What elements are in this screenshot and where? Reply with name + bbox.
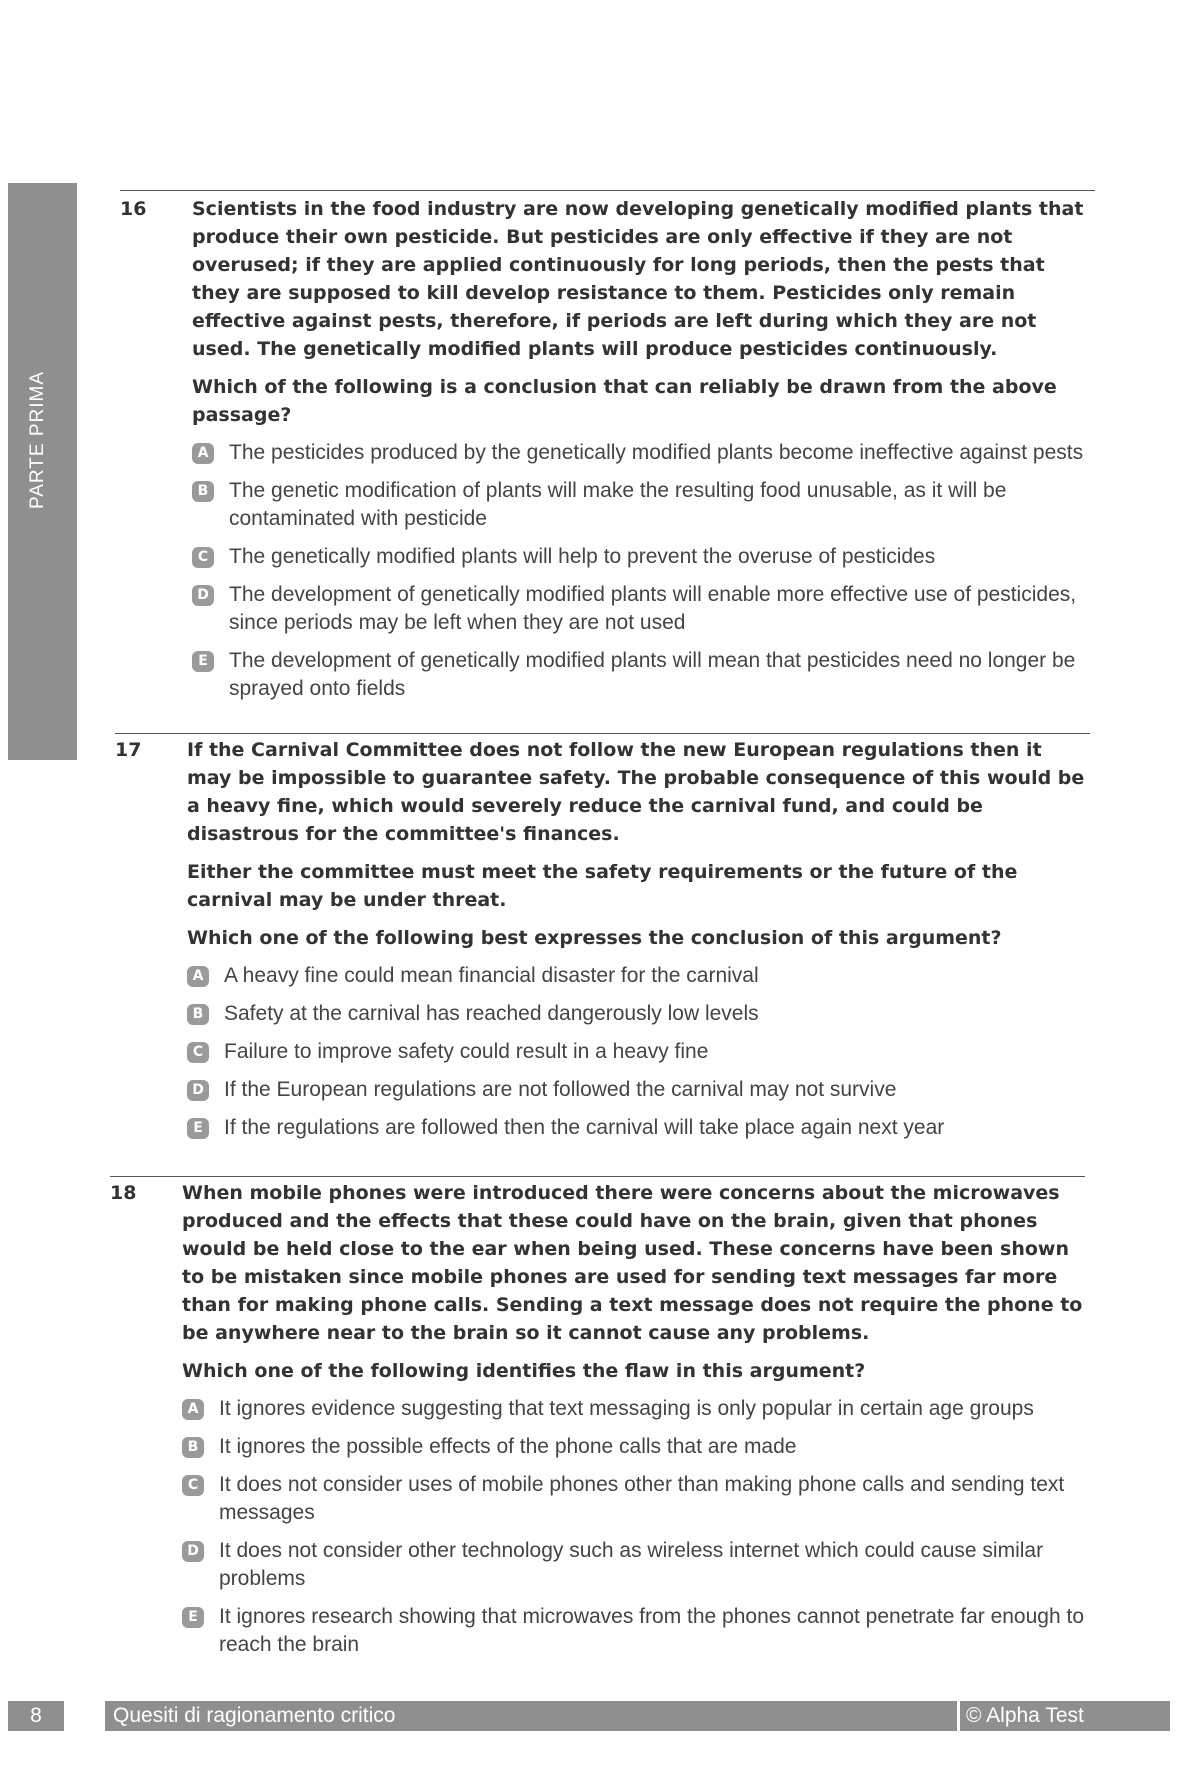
option-text: The development of genetically modified plants will enable more effective use of pesticides, since periods may be left when they are not used [229, 583, 1077, 634]
question-divider [110, 1176, 1085, 1177]
section-title: Quesiti di ragionamento critico [105, 1701, 957, 1731]
option-text: It ignores research showing that microwaves from the phones cannot penetrate far enough to reach the brain [219, 1605, 1084, 1656]
question-stem: Scientists in the food industry are now developing genetically modified plants that produce their own pesticide. But pesticides are only effective if they are not overused; if they are applied continuously for long periods, then the pests that they are supposed to kill develop resistance to them. Pesticides only remain effective against pests, therefore, if periods are left during which they are not used. The genetically modified plants will produce pesticides continuously. [192, 198, 1084, 360]
option-d[interactable] [182, 1537, 1085, 1593]
question-prompt: Which of the following is a conclusion that can reliably be drawn from the above passage? [192, 376, 1057, 426]
question-17 [115, 733, 1090, 1139]
option-text: The development of genetically modified plants will mean that pesticides need no longer be sprayed onto fields [229, 649, 1076, 700]
option-letter-badge: C [192, 547, 214, 568]
option-letter-badge: D [192, 585, 214, 606]
option-b[interactable] [192, 477, 1095, 533]
question-divider [120, 190, 1095, 191]
question-stem: When mobile phones were introduced there were concerns about the microwaves produced and the effects that these could have on the brain, given that phones would be held close to the ear when being used. These concerns have been shown to be mistaken since mobile phones are used for sending text messages far more than for making phone calls. Sending a text message does not require the phone to be anywhere near to the brain so it cannot cause any problems. [182, 1182, 1083, 1344]
option-a[interactable] [182, 1395, 1085, 1423]
option-letter-badge: B [192, 481, 214, 502]
option-c[interactable] [182, 1471, 1085, 1527]
option-letter-badge: E [187, 1118, 209, 1139]
option-letter-badge: E [192, 651, 214, 672]
option-text: Failure to improve safety could result in a heavy fine [224, 1040, 709, 1063]
option-letter-badge: C [187, 1042, 209, 1063]
question-18 [110, 1176, 1085, 1656]
option-a[interactable] [187, 962, 1090, 990]
option-text: The genetic modification of plants will make the resulting food unusable, as it will be contaminated with pesticide [229, 479, 1007, 530]
option-a[interactable] [192, 439, 1095, 467]
option-text: A heavy fine could mean financial disaster for the carnival [224, 964, 759, 987]
copyright-notice: © Alpha Test [960, 1701, 1170, 1731]
question-number: 18 [110, 1182, 137, 1204]
option-text: If the regulations are followed then the carnival will take place again next year [224, 1116, 945, 1139]
option-text: It ignores evidence suggesting that text messaging is only popular in certain age groups [219, 1397, 1034, 1420]
option-letter-badge: A [187, 966, 209, 987]
option-text: The pesticides produced by the genetically modified plants become ineffective against pests [229, 441, 1084, 464]
question-divider [115, 733, 1090, 734]
option-text: Safety at the carnival has reached dangerously low levels [224, 1002, 759, 1025]
question-stem: If the Carnival Committee does not follow the new European regulations then it may be impossible to guarantee safety. The probable consequence of this would be a heavy fine, which would severely reduce the carnival fund, and could be disastrous for the committee's finances. [187, 739, 1085, 845]
option-letter-badge: E [182, 1607, 204, 1628]
option-d[interactable] [187, 1076, 1090, 1104]
option-text: It does not consider uses of mobile phones other than making phone calls and sending text messages [219, 1473, 1065, 1524]
question-number: 17 [115, 739, 142, 761]
option-text: It ignores the possible effects of the phone calls that are made [219, 1435, 797, 1458]
question-prompt: Which one of the following identifies the flaw in this argument? [182, 1360, 866, 1382]
option-letter-badge: B [182, 1437, 204, 1458]
option-letter-badge: C [182, 1475, 204, 1496]
question-stem-continued: Either the committee must meet the safety requirements or the future of the carnival may be under threat. [187, 861, 1018, 911]
option-e[interactable] [192, 647, 1095, 703]
option-text: The genetically modified plants will help to prevent the overuse of pesticides [229, 545, 936, 568]
option-b[interactable] [182, 1433, 1085, 1461]
option-letter-badge: D [182, 1541, 204, 1562]
option-c[interactable] [187, 1038, 1090, 1066]
option-d[interactable] [192, 581, 1095, 637]
option-letter-badge: A [192, 443, 214, 464]
option-e[interactable] [182, 1603, 1085, 1659]
option-letter-badge: B [187, 1004, 209, 1025]
option-text: It does not consider other technology such as wireless internet which could cause similar problems [219, 1539, 1044, 1590]
side-tab-label: PARTE PRIMA [27, 370, 48, 510]
option-letter-badge: D [187, 1080, 209, 1101]
option-letter-badge: A [182, 1399, 204, 1420]
option-b[interactable] [187, 1000, 1090, 1028]
option-e[interactable] [187, 1114, 1090, 1142]
option-c[interactable] [192, 543, 1095, 571]
question-prompt: Which one of the following best expresses the conclusion of this argument? [187, 927, 1002, 949]
page-number: 8 [8, 1701, 64, 1731]
option-text: If the European regulations are not followed the carnival may not survive [224, 1078, 897, 1101]
question-number: 16 [120, 198, 147, 220]
question-16 [120, 190, 1095, 700]
